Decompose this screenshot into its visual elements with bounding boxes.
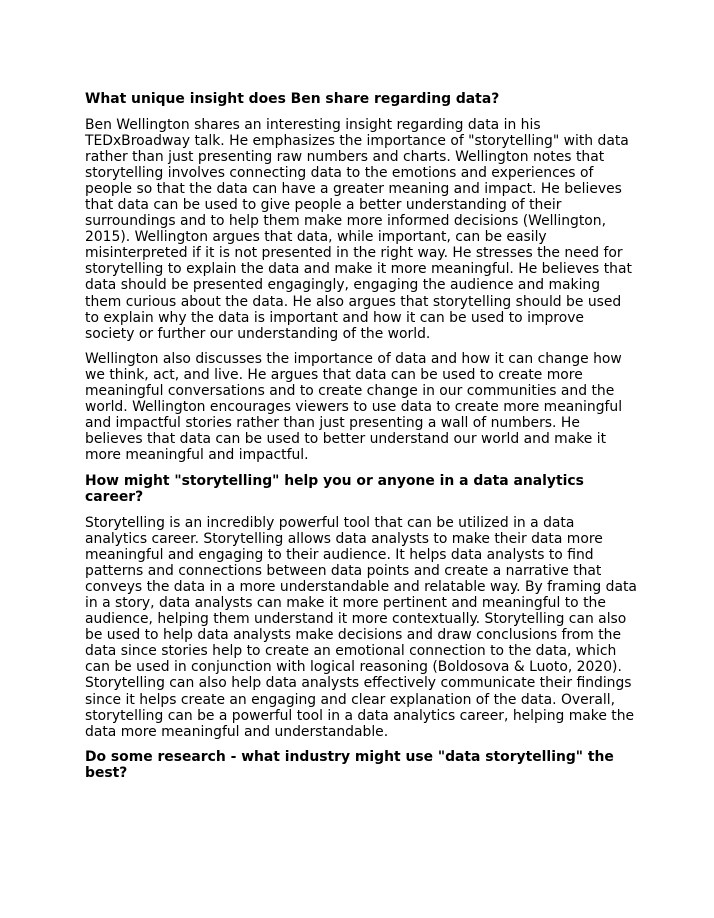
paragraph-ben-insight-2: Wellington also discusses the importance of data and how it can change how we think, act, and live. He argues that data can be used to create more meaningful conversations and to create change in our communities and the world. Wellington encourages viewers to use data to create more meaningful and impactful stories rather than just presenting a wall of numbers. He believes that data can be used to better understand our world and make it more meaningful and impactful. bbox=[85, 351, 623, 464]
section-heading-industry-research: Do some research - what industry might use "data storytelling" the best? bbox=[85, 748, 614, 781]
section-heading-storytelling-career: How might "storytelling" help you or anyone in a data analytics career? bbox=[85, 472, 584, 505]
section-heading-ben-insight: What unique insight does Ben share regarding data? bbox=[85, 91, 500, 107]
paragraph-storytelling-career: Storytelling is an incredibly powerful tool that can be utilized in a data analytics career. Storytelling allows data analysts to make their data more meaningful and engaging to their audience. It helps data analysts to find patterns and connections between data points and create a narrative that conveys the data in a more understandable and relatable way. By framing data in a story, data analysts can make it more pertinent and meaningful to the audience, helping them understand it more contextually. Storytelling can also be used to help data analysts make decisions and draw conclusions from the data since stories help to create an emotional connection to the data, which can be used in conjunction with logical reasoning (Boldosova & Luoto, 2020). Storytelling can also help data analysts effectively communicate their findings since it helps create an engaging and clear explanation of the data. Overall, storytelling can be a powerful tool in a data analytics career, helping make the data more meaningful and understandable. bbox=[85, 514, 637, 740]
document-page bbox=[85, 91, 637, 791]
paragraph-ben-insight-1: Ben Wellington shares an interesting insight regarding data in his TEDxBroadway talk. He emphasizes the importance of "storytelling" with data rather than just presenting raw numbers and charts. Wellington notes that storytelling involves connecting data to the emotions and experiences of people so that the data can have a greater meaning and impact. He believes that data can be used to give people a better understanding of their surroundings and to help them make more informed decisions (Wellington, 2015). Wellington argues that data, while important, can be easily misinterpreted if it is not presented in the right way. He stresses the need for storytelling to explain the data and make it more meaningful. He believes that data should be presented engagingly, engaging the audience and making them curious about the data. He also argues that storytelling should be used to explain why the data is important and how it can be used to improve society or further our understanding of the world. bbox=[85, 117, 632, 342]
